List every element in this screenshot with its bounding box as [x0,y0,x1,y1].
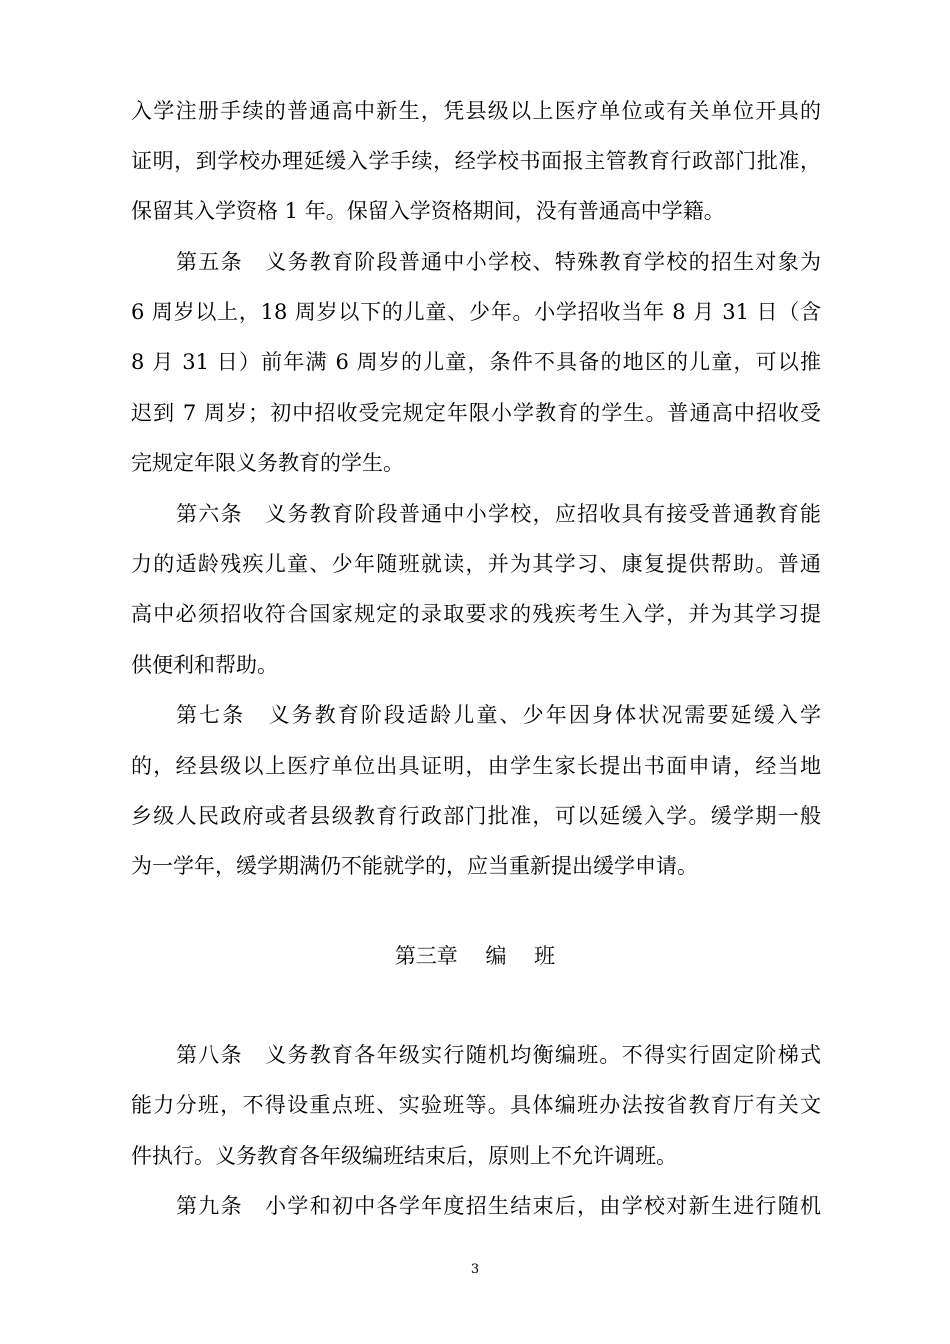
text-line: 证明，到学校办理延缓入学手续，经学校书面报主管教育行政部门批准， [131,149,821,173]
text-line: 8 月 31 日）前年满 6 周岁的儿童，条件不具备的地区的儿童，可以推 [131,350,821,374]
text-line: 第七条 义务教育阶段适龄儿童、少年因身体状况需要延缓入学 [176,703,821,727]
text-line: 第六条 义务教育阶段普通中小学校，应招收具有接受普通教育能 [176,502,821,526]
text-line: 为一学年，缓学期满仍不能就学的，应当重新提出缓学申请。 [131,854,698,878]
text-line: 迟到 7 周岁；初中招收受完规定年限小学教育的学生。普通高中招收受 [131,401,821,425]
text-line: 的，经县级以上医疗单位出具证明，由学生家长提出书面申请，经当地 [131,754,821,778]
text-line: 保留其入学资格 1 年。保留入学资格期间，没有普通高中学籍。 [131,199,725,223]
text-line: 高中必须招收符合国家规定的录取要求的残疾考生入学，并为其学习提 [131,602,821,626]
text-line: 能力分班，不得设重点班、实验班等。具体编班办法按省教育厅有关文 [131,1093,821,1117]
text-line: 第九条 小学和初中各学年度招生结束后，由学校对新生进行随机 [176,1194,821,1218]
page-number: 3 [470,1262,480,1277]
text-line: 6 周岁以上，18 周岁以下的儿童、少年。小学招收当年 8 月 31 日（含 [131,300,821,324]
text-line: 力的适龄残疾儿童、少年随班就读，并为其学习、康复提供帮助。普通 [131,552,821,576]
text-line: 供便利和帮助。 [131,653,278,677]
text-line: 第八条 义务教育各年级实行随机均衡编班。不得实行固定阶梯式 [176,1043,821,1067]
text-line: 完规定年限义务教育的学生。 [131,451,404,475]
text-line: 第五条 义务教育阶段普通中小学校、特殊教育学校的招生对象为 [176,250,821,274]
text-line: 乡级人民政府或者县级教育行政部门批准，可以延缓入学。缓学期一般 [131,804,821,828]
chapter-heading: 第三章 编 班 [394,944,556,968]
text-line: 件执行。义务教育各年级编班结束后，原则上不允许调班。 [131,1144,677,1168]
text-line: 入学注册手续的普通高中新生，凭县级以上医疗单位或有关单位开具的 [131,99,821,123]
